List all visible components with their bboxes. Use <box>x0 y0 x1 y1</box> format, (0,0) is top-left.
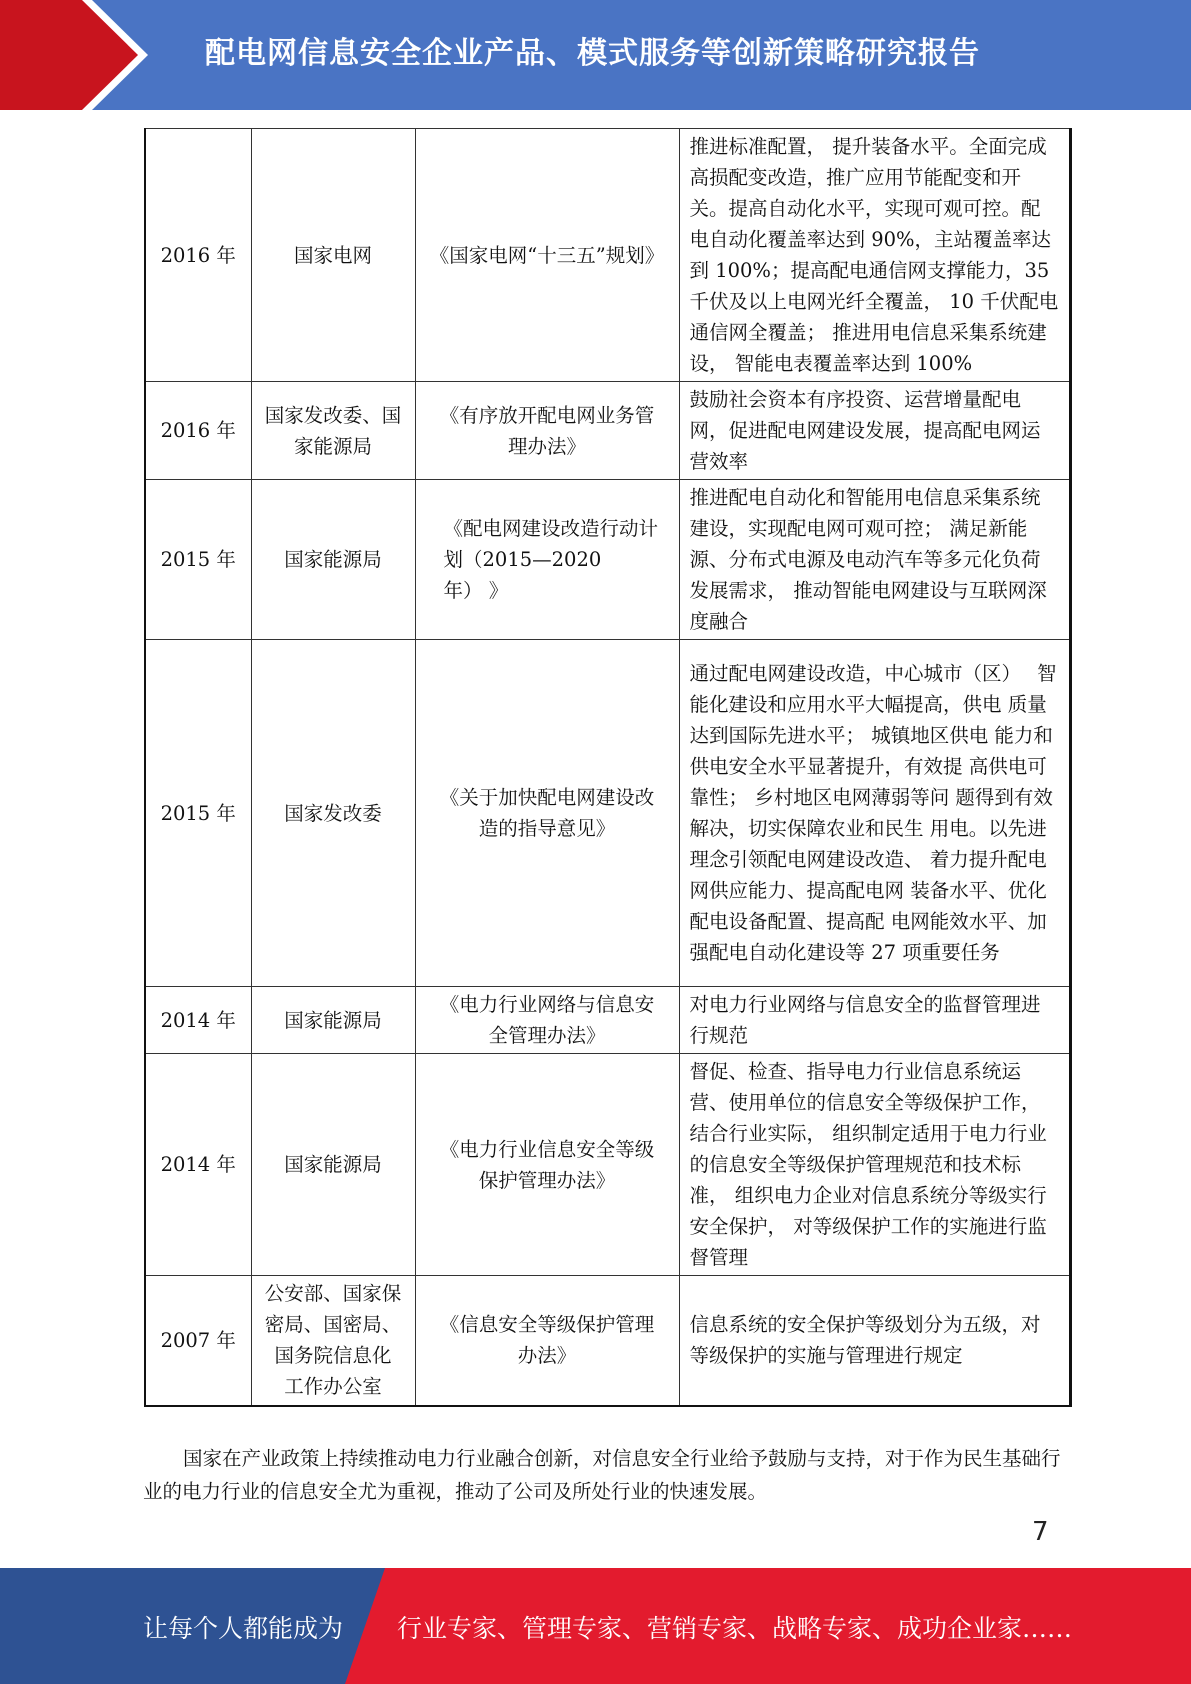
content-cell: 推进配电自动化和智能用电信息采集系统建设，实现配电网可观可控； 满足新能源、分布式电源及电动汽车等多元化负荷发展需求， 推动智能电网建设与互联网深度融合 <box>679 480 1070 640</box>
department-line: 国家能源局 <box>284 1153 382 1176</box>
table-row <box>145 987 1070 1054</box>
table-row <box>145 129 1070 382</box>
document-line: 划（2015—2020 <box>443 548 602 571</box>
document-cell <box>415 129 679 382</box>
page-footer <box>0 1568 1191 1684</box>
year-cell: 2016 年 <box>145 382 251 480</box>
table-row <box>145 1054 1070 1276</box>
page-header <box>0 0 1191 110</box>
department-cell <box>251 480 415 640</box>
department-cell <box>251 1054 415 1276</box>
table-row <box>145 382 1070 480</box>
document-line: 理办法》 <box>507 434 586 458</box>
page-number: 7 <box>1032 1517 1049 1547</box>
document-line: 《电力行业信息安全等级 <box>439 1137 655 1161</box>
department-cell <box>251 1276 415 1406</box>
department-line: 国家电网 <box>293 243 372 267</box>
header-arrow-decoration <box>0 0 150 110</box>
document-cell <box>415 640 679 987</box>
document-line: 《有序放开配电网业务管 <box>439 403 655 427</box>
table-row <box>145 480 1070 640</box>
header-title: 配电网信息安全企业产品、模式服务等创新策略研究报告 <box>205 36 980 71</box>
department-line: 国务院信息化 <box>274 1344 392 1368</box>
content-cell: 信息系统的安全保护等级划分为五级，对等级保护的实施与管理进行规定 <box>679 1276 1070 1406</box>
document-cell <box>415 480 679 640</box>
document-cell <box>415 1054 679 1276</box>
department-line: 国家能源局 <box>284 1008 382 1032</box>
department-line: 国家发改委 <box>284 801 382 825</box>
department-cell <box>251 987 415 1054</box>
year-cell: 2015 年 <box>145 480 251 640</box>
department-line: 工作办公室 <box>284 1375 382 1399</box>
year-cell: 2015 年 <box>145 640 251 987</box>
content-cell: 推进标准配置， 提升装备水平。全面完成高损配变改造，推广应用节能配变和开关。提高自动化水平，实现可观可控。配电自动化覆盖率达到 90%，主站覆盖率达到 100%；提高配电通信网支撑能力，35 千伏及以上电网光纤全覆盖， 10 千伏配电通信网全覆盖； 推进用电信息采集系统建设， 智能电表覆盖率达到 100% <box>679 129 1070 382</box>
document-cell <box>415 987 679 1054</box>
footer-slogan-right: 行业专家、管理专家、营销专家、战略专家、成功企业家…… <box>397 1614 1073 1643</box>
year-cell: 2016 年 <box>145 129 251 382</box>
year-cell: 2007 年 <box>145 1276 251 1406</box>
department-line: 国家发改委、国 <box>264 403 402 427</box>
document-line: 年） 》 <box>443 579 509 602</box>
year-cell: 2014 年 <box>145 987 251 1054</box>
table-row <box>145 1276 1070 1406</box>
content-cell: 对电力行业网络与信息安全的监督管理进行规范 <box>679 987 1070 1054</box>
document-line: 保护管理办法》 <box>478 1168 616 1192</box>
policy-table <box>144 128 1072 1407</box>
document-line: 《信息安全等级保护管理 <box>439 1313 655 1337</box>
document-line: 《关于加快配电网建设改 <box>439 786 655 809</box>
content-cell: 鼓励社会资本有序投资、运营增量配电网，促进配电网建设发展，提高配电网运营效率 <box>679 382 1070 480</box>
content-cell: 通过配电网建设改造，中心城市（区） 智能化建设和应用水平大幅提高，供电 质量达到国际先进水平； 城镇地区供电 能力和供电安全水平显著提升，有效提 高供电可靠性； 乡村地区电网薄弱等问 题得到有效解决，切实保障农业和民生 用电。以先进理念引领配电网建设改造、 着力提升配电网供应能力、提高配电网 装备水平、优化配电设备配置、提高配 电网能效水平、加强配电自动化建设等 27 项重要任务 <box>679 640 1070 987</box>
document-line: 全管理办法》 <box>488 1024 606 1047</box>
department-cell <box>251 129 415 382</box>
document-cell <box>415 382 679 480</box>
document-cell <box>415 1276 679 1406</box>
table-row <box>145 640 1070 987</box>
document-line: 《配电网建设改造行动计 <box>443 517 659 540</box>
document-line: 办法》 <box>517 1344 577 1368</box>
document-line: 《国家电网“十三五”规划》 <box>429 243 665 267</box>
department-cell <box>251 640 415 987</box>
content-cell: 督促、检查、指导电力行业信息系统运营、使用单位的信息安全等级保护工作，结合行业实际， 组织制定适用于电力行业的信息安全等级保护管理规范和技术标准， 组织电力企业对信息系统分等级实行安全保护， 对等级保护工作的实施进行监督管理 <box>679 1054 1070 1276</box>
year-cell: 2014 年 <box>145 1054 251 1276</box>
department-line: 密局、国密局、 <box>264 1313 402 1337</box>
department-line: 公安部、国家保 <box>264 1282 402 1306</box>
document-line: 《电力行业网络与信息安 <box>439 993 655 1016</box>
department-line: 家能源局 <box>293 434 372 458</box>
department-cell <box>251 382 415 480</box>
footer-slogan-left: 让每个人都能成为 <box>143 1614 344 1643</box>
department-line: 国家能源局 <box>284 548 382 571</box>
document-line: 造的指导意见》 <box>478 817 616 840</box>
summary-paragraph: 国家在产业政策上持续推动电力行业融合创新，对信息安全行业给予鼓励与支持，对于作为民生基础行业的电力行业的信息安全尤为重视，推动了公司及所处行业的快速发展。 <box>143 1447 1061 1503</box>
